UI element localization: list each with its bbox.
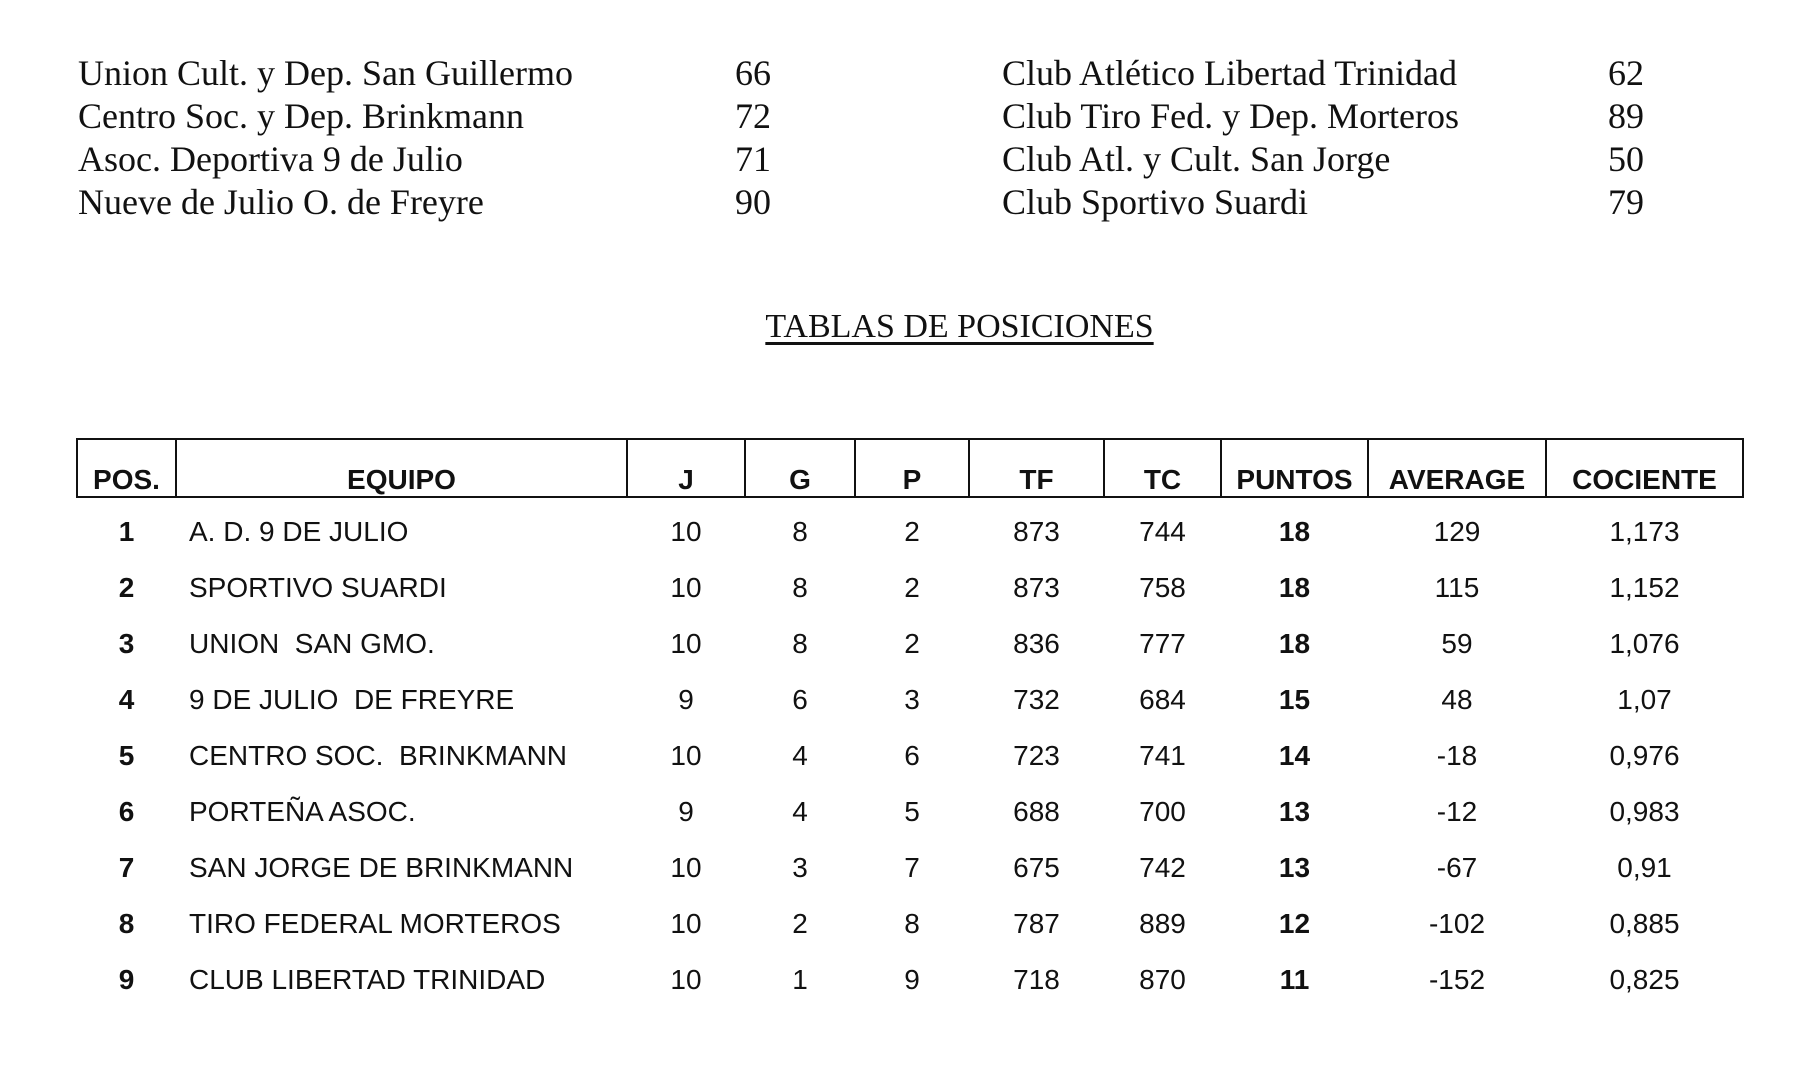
- result-score: 79: [1608, 182, 1644, 222]
- result-row: [1002, 181, 1722, 224]
- cell-average: -18: [1436, 740, 1478, 771]
- cell-pos: 2: [118, 572, 135, 603]
- cell-g: 8: [792, 516, 808, 547]
- result-score: 50: [1608, 139, 1644, 179]
- cell-p: 2: [904, 628, 920, 659]
- cell-p: 2: [904, 516, 920, 547]
- result-score: 71: [735, 139, 771, 179]
- header-g: G: [745, 439, 855, 497]
- cell-puntos: 18: [1278, 572, 1311, 603]
- header-puntos: PUNTOS: [1221, 439, 1368, 497]
- cell-pos: 4: [118, 684, 135, 715]
- result-row: [1002, 95, 1722, 138]
- cell-average: -12: [1436, 796, 1478, 827]
- result-row: [1002, 138, 1722, 181]
- cell-tc: 741: [1139, 740, 1186, 771]
- result-score: 72: [735, 96, 771, 136]
- cell-pos: 9: [118, 964, 135, 995]
- cell-g: 6: [792, 684, 808, 715]
- result-score: 89: [1608, 96, 1644, 136]
- cell-tc: 777: [1139, 628, 1186, 659]
- header-j: J: [627, 439, 745, 497]
- result-team: Club Atlético Libertad Trinidad: [1002, 53, 1457, 93]
- cell-team: SAN JORGE DE BRINKMANN: [189, 852, 574, 883]
- table-row: [77, 560, 1743, 616]
- cell-cociente: 0,983: [1609, 796, 1680, 827]
- cell-tf: 787: [1013, 908, 1060, 939]
- cell-team: A. D. 9 DE JULIO: [189, 516, 409, 547]
- cell-cociente: 1,152: [1609, 572, 1680, 603]
- cell-team: TIRO FEDERAL MORTEROS: [189, 908, 561, 939]
- cell-pos: 7: [118, 852, 135, 883]
- table-row: [77, 896, 1743, 952]
- cell-team: CENTRO SOC. BRINKMANN: [189, 740, 568, 771]
- cell-g: 4: [792, 740, 808, 771]
- cell-tc: 684: [1139, 684, 1186, 715]
- result-row: [78, 181, 798, 224]
- cell-average: 115: [1434, 572, 1480, 603]
- cell-j: 9: [678, 684, 694, 715]
- table-row: [77, 784, 1743, 840]
- cell-p: 6: [904, 740, 920, 771]
- cell-team: PORTEÑA ASOC.: [189, 796, 416, 827]
- cell-tf: 675: [1013, 852, 1060, 883]
- cell-tf: 732: [1013, 684, 1060, 715]
- match-results-right: [1002, 52, 1722, 224]
- cell-average: -102: [1428, 908, 1486, 939]
- cell-tf: 723: [1013, 740, 1060, 771]
- cell-pos: 8: [118, 908, 135, 939]
- cell-g: 4: [792, 796, 808, 827]
- cell-g: 3: [792, 852, 808, 883]
- header-p: P: [855, 439, 969, 497]
- cell-g: 8: [792, 628, 808, 659]
- cell-cociente: 1,173: [1609, 516, 1680, 547]
- cell-team: 9 DE JULIO DE FREYRE: [189, 684, 515, 715]
- table-row: [77, 728, 1743, 784]
- cell-cociente: 0,885: [1609, 908, 1680, 939]
- cell-tf: 873: [1013, 516, 1060, 547]
- table-row: [77, 952, 1743, 1008]
- result-score: 66: [735, 53, 771, 93]
- cell-cociente: 0,91: [1617, 852, 1672, 883]
- result-team: Asoc. Deportiva 9 de Julio: [78, 139, 463, 179]
- match-results-left: [78, 52, 798, 224]
- cell-p: 9: [904, 964, 920, 995]
- cell-cociente: 0,825: [1609, 964, 1680, 995]
- cell-puntos: 12: [1278, 908, 1311, 939]
- cell-g: 2: [792, 908, 808, 939]
- cell-j: 10: [670, 964, 702, 995]
- result-score: 62: [1608, 53, 1644, 93]
- cell-p: 5: [904, 796, 920, 827]
- cell-pos: 6: [118, 796, 135, 827]
- cell-g: 8: [792, 572, 808, 603]
- cell-average: 59: [1441, 628, 1473, 659]
- result-row: [1002, 52, 1722, 95]
- cell-puntos: 13: [1278, 852, 1311, 883]
- cell-cociente: 0,976: [1609, 740, 1680, 771]
- cell-j: 10: [670, 852, 702, 883]
- header-tc: TC: [1104, 439, 1221, 497]
- cell-j: 10: [670, 740, 702, 771]
- cell-p: 7: [904, 852, 920, 883]
- cell-team: UNION SAN GMO.: [189, 628, 435, 659]
- header-tf: TF: [969, 439, 1104, 497]
- cell-puntos: 18: [1278, 516, 1311, 547]
- table-row: [77, 672, 1743, 728]
- cell-tc: 758: [1139, 572, 1186, 603]
- cell-team: CLUB LIBERTAD TRINIDAD: [189, 964, 546, 995]
- cell-p: 2: [904, 572, 920, 603]
- cell-j: 9: [678, 796, 694, 827]
- cell-average: 129: [1433, 516, 1481, 547]
- cell-p: 8: [904, 908, 920, 939]
- cell-j: 10: [670, 908, 702, 939]
- table-row: [77, 840, 1743, 896]
- cell-puntos: 15: [1278, 684, 1311, 715]
- cell-tc: 742: [1139, 852, 1186, 883]
- cell-tc: 744: [1139, 516, 1186, 547]
- cell-tf: 873: [1013, 572, 1060, 603]
- cell-pos: 3: [118, 628, 135, 659]
- result-row: [78, 95, 798, 138]
- cell-tc: 889: [1139, 908, 1186, 939]
- cell-j: 10: [670, 628, 702, 659]
- cell-average: -67: [1436, 852, 1478, 883]
- header-average: AVERAGE: [1368, 439, 1546, 497]
- cell-puntos: 14: [1278, 740, 1311, 771]
- result-row: [78, 52, 798, 95]
- cell-average: -152: [1428, 964, 1486, 995]
- result-team: Centro Soc. y Dep. Brinkmann: [78, 96, 524, 136]
- header-pos: POS.: [77, 439, 176, 497]
- cell-p: 3: [904, 684, 920, 715]
- cell-pos: 1: [118, 516, 135, 547]
- cell-tf: 718: [1013, 964, 1060, 995]
- cell-average: 48: [1441, 684, 1473, 715]
- cell-tc: 870: [1139, 964, 1186, 995]
- cell-team: SPORTIVO SUARDI: [189, 572, 447, 603]
- cell-j: 10: [670, 572, 702, 603]
- result-row: [78, 138, 798, 181]
- cell-cociente: 1,07: [1617, 684, 1672, 715]
- section-title: TABLAS DE POSICIONES: [765, 308, 1154, 345]
- cell-g: 1: [792, 964, 808, 995]
- cell-tf: 688: [1013, 796, 1060, 827]
- result-team: Nueve de Julio O. de Freyre: [78, 182, 484, 222]
- cell-puntos: 11: [1279, 964, 1310, 995]
- result-team: Club Sportivo Suardi: [1002, 182, 1309, 222]
- cell-pos: 5: [118, 740, 135, 771]
- result-team: Union Cult. y Dep. San Guillermo: [78, 53, 573, 93]
- cell-cociente: 1,076: [1609, 628, 1680, 659]
- table-row: [77, 616, 1743, 672]
- result-team: Club Atl. y Cult. San Jorge: [1002, 139, 1391, 179]
- table-header-row: [77, 439, 1743, 497]
- standings-table: [76, 438, 1744, 1008]
- cell-j: 10: [670, 516, 702, 547]
- result-score: 90: [735, 182, 771, 222]
- header-equipo: EQUIPO: [176, 439, 627, 497]
- cell-puntos: 18: [1278, 628, 1311, 659]
- cell-tf: 836: [1013, 628, 1060, 659]
- cell-tc: 700: [1139, 796, 1186, 827]
- table-row: [77, 497, 1743, 560]
- cell-puntos: 13: [1278, 796, 1311, 827]
- result-team: Club Tiro Fed. y Dep. Morteros: [1002, 96, 1460, 136]
- header-cociente: COCIENTE: [1546, 439, 1743, 497]
